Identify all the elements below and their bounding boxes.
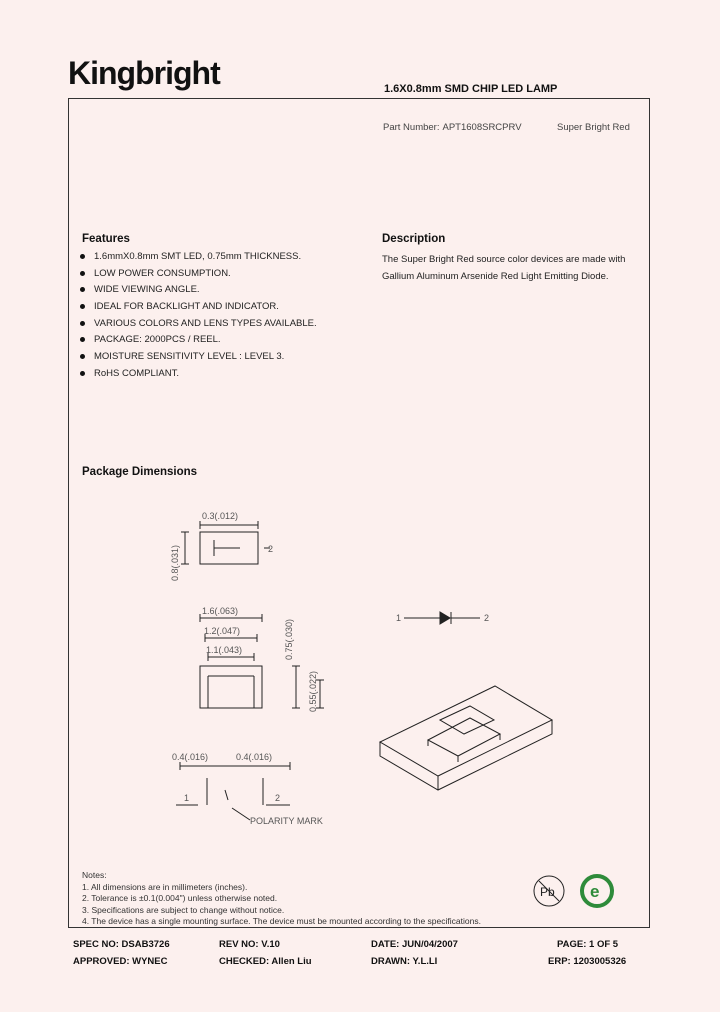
feature-item: LOW POWER CONSUMPTION. [78,268,317,285]
feature-item: IDEAL FOR BACKLIGHT AND INDICATOR. [78,301,317,318]
top-pin-label: 2 [268,544,274,554]
package-dimensions-heading: Package Dimensions [82,466,198,478]
dim-width-mid: 1.2(.047) [204,626,241,636]
emitting-color: Super Bright Red [557,122,630,133]
feature-item: 1.6mmX0.8mm SMT LED, 0.75mm THICKNESS. [78,251,317,268]
polarity-mark-label: POLARITY MARK [250,816,323,826]
top-view-drawing [181,521,270,564]
revision-number: REV NO: V.10 [219,939,280,950]
pin-1-label: 1 [184,793,190,803]
feature-item: VARIOUS COLORS AND LENS TYPES AVAILABLE. [78,318,317,335]
document-title: 1.6X0.8mm SMD CHIP LED LAMP [384,83,558,95]
dim-top-height: 0.8(.031) [170,544,180,581]
part-number-value: APT1608SRCPRV [442,122,522,133]
dim-width-overall: 1.6(.063) [202,606,239,616]
dim-height-a: 0.75(.030) [284,618,294,660]
rohs-e-icon [582,876,612,906]
note-item: 3. Specifications are subject to change without notice. [82,904,285,915]
dim-width-inner: 1.1(.043) [206,645,243,655]
feature-item: WIDE VIEWING ANGLE. [78,284,317,301]
schematic-pin-2: 2 [484,613,490,623]
note-item: 1. All dimensions are in millimeters (inches). [82,881,248,892]
note-item: 2. Tolerance is ±0.1(0.004") unless otherwise noted. [82,893,278,903]
spec-number: SPEC NO: DSAB3726 [73,939,170,950]
approved-by: APPROVED: WYNEC [73,956,168,967]
erp-number: ERP: 1203005326 [548,956,627,967]
note-item: 4. The device has a single mounting surface. The device must be mounted according to the specifications. [82,916,481,926]
svg-text:e: e [590,882,600,901]
drawn-by: DRAWN: Y.L.LI [371,956,438,967]
notes-title: Notes: [82,870,107,880]
pin-2-label: 2 [275,793,281,803]
diode-schematic [404,612,480,624]
bottom-view-drawing [176,762,290,820]
features-heading: Features [82,233,130,245]
part-number-label: Part Number: [383,122,440,133]
document-date: DATE: JUN/04/2007 [371,939,458,950]
dim-top-width: 0.3(.012) [202,511,239,521]
feature-item: PACKAGE: 2000PCS / REEL. [78,334,317,351]
dim-height-b: 0.55(.022) [308,670,318,712]
feature-item: MOISTURE SENSITIVITY LEVEL : LEVEL 3. [78,351,317,368]
feature-item: RoHS COMPLIANT. [78,368,317,385]
brand-logo: Kingbright [68,55,220,91]
schematic-pin-1: 1 [396,613,402,623]
perspective-drawing [380,686,552,790]
notes-block [82,870,481,928]
dim-pad-right: 0.4(.016) [236,752,273,762]
checked-by: CHECKED: Allen Liu [219,956,312,967]
description-heading: Description [382,233,446,245]
svg-text:Pb: Pb [540,885,555,899]
compliance-badges [530,872,620,912]
dim-pad-left: 0.4(.016) [172,752,209,762]
description-text: The Super Bright Red source color devices are made with Gallium Aluminum Arsenide Red Light Emitting Diode. [382,254,626,282]
lead-free-icon [534,876,564,906]
page-number: PAGE: 1 OF 5 [557,939,619,950]
